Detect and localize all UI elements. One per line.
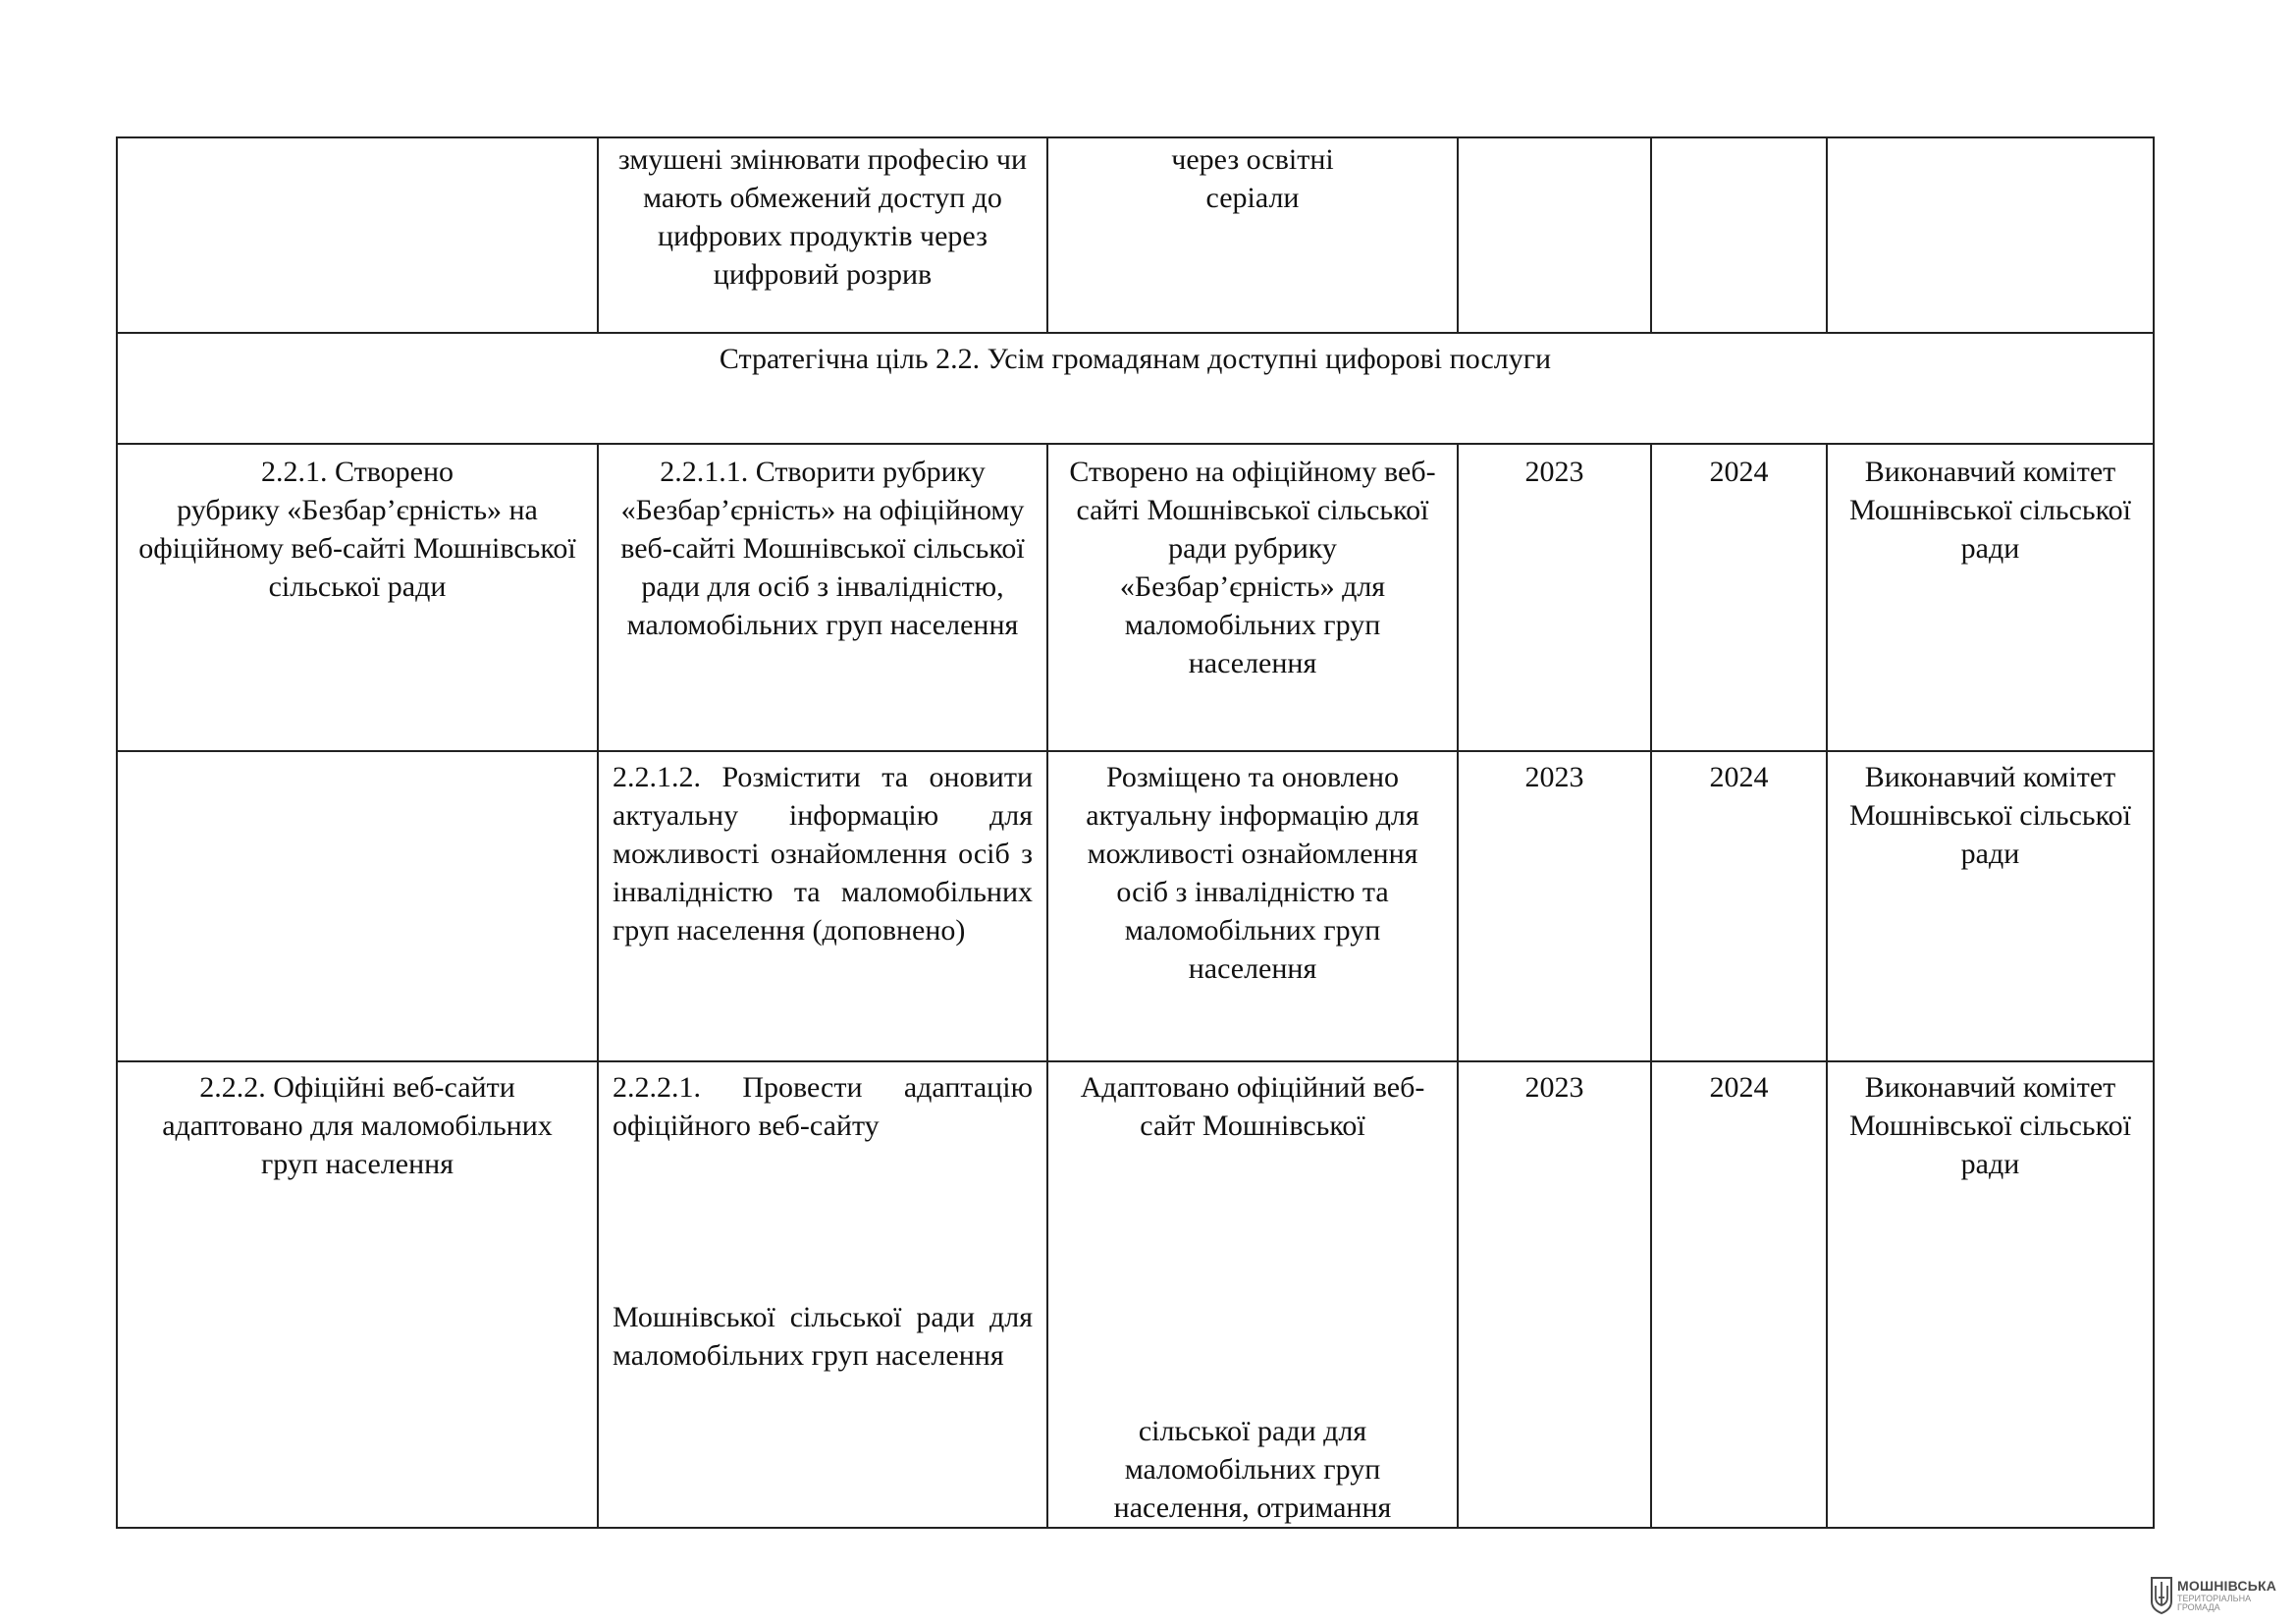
task-text-part2: Мошнівської сільської ради для маломобільних груп населення (613, 1301, 1033, 1372)
executor-text: Виконавчий комітет Мошнівської сільської ради (1849, 1071, 2131, 1180)
goal-heading-row (117, 333, 2154, 444)
executor-cell (1827, 751, 2154, 1061)
executor-cell (1827, 1061, 2154, 1528)
start-year-cell (1458, 751, 1651, 1061)
result-text: Розміщено та оновлено актуальну інформацію для можливості ознайомлення осіб з інвалідністю та маломобільних груп населення (1086, 761, 1419, 985)
logo-text (2177, 1579, 2276, 1612)
objective-text: 2.2.2. Офіційні веб-сайти адаптовано для маломобільних груп населення (162, 1071, 553, 1180)
executor-cell (1827, 444, 2154, 751)
end-year-cell (1651, 137, 1827, 333)
end-year: 2024 (1709, 761, 1769, 793)
community-logo (2150, 1573, 2287, 1618)
end-year-cell (1651, 444, 1827, 751)
table-row (117, 444, 2154, 751)
result-cell (1047, 137, 1458, 333)
objective-cell (117, 137, 598, 333)
result-cell (1047, 751, 1458, 1061)
text-gap (613, 1145, 1033, 1298)
start-year: 2023 (1524, 456, 1584, 488)
action-plan-table (116, 136, 2155, 1529)
task-text: 2.2.1.1. Створити рубрику «Безбар’єрність» на офіційному веб-сайті Мошнівської сільської ради для осіб з інвалідністю, маломобільних груп населення (620, 456, 1025, 641)
end-year: 2024 (1709, 1071, 1769, 1104)
table-row (117, 751, 2154, 1061)
start-year: 2023 (1524, 761, 1584, 793)
start-year-cell (1458, 137, 1651, 333)
result-text-part2: сільської ради для маломобільних груп населення, отримання (1113, 1415, 1392, 1524)
logo-line1: МОШНІВСЬКА (2177, 1578, 2277, 1594)
end-year-cell (1651, 751, 1827, 1061)
objective-cell (117, 751, 598, 1061)
objective-cell (117, 1061, 598, 1528)
task-text: 2.2.1.2. Розмістити та оновити актуальну інформацію для можливості ознайомлення осіб з інвалідністю та маломобільних груп населення (доповнено) (613, 761, 1033, 947)
executor-text: Виконавчий комітет Мошнівської сільської ради (1849, 456, 2131, 565)
task-text-part1: 2.2.2.1. Провести адаптацію офіційного веб-сайту (613, 1071, 1033, 1142)
table-row (117, 1061, 2154, 1528)
end-year-cell (1651, 1061, 1827, 1528)
result-text: Створено на офіційному веб-сайті Мошнівської сільської ради рубрику «Безбар’єрність» для маломобільних груп населення (1069, 456, 1436, 679)
start-year: 2023 (1524, 1071, 1584, 1104)
result-text: через освітні серіали (1171, 143, 1334, 214)
task-cell (598, 137, 1047, 333)
objective-text: 2.2.1. Створено рубрику «Безбар’єрність» на офіційному веб-сайті Мошнівської сільської ради (138, 456, 576, 603)
end-year: 2024 (1709, 456, 1769, 488)
objective-cell (117, 444, 598, 751)
logo-line2: ТЕРИТОРІАЛЬНА (2177, 1594, 2252, 1603)
result-cell (1047, 1061, 1458, 1528)
text-gap (1062, 1145, 1443, 1412)
table-row (117, 137, 2154, 333)
task-cell (598, 751, 1047, 1061)
goal-heading: Стратегічна ціль 2.2. Усім громадянам доступні цифорові послуги (117, 333, 2154, 444)
result-cell (1047, 444, 1458, 751)
logo-line3: ГРОМАДА (2177, 1602, 2220, 1612)
executor-text: Виконавчий комітет Мошнівської сільської ради (1849, 761, 2131, 870)
executor-cell (1827, 137, 2154, 333)
task-cell (598, 1061, 1047, 1528)
result-text-part1: Адаптовано офіційний веб-сайт Мошнівської (1080, 1071, 1425, 1142)
task-cell (598, 444, 1047, 751)
task-text: змушені змінювати професію чи мають обмежений доступ до цифрових продуктів через цифровий розрив (617, 143, 1028, 291)
trident-emblem-icon (2150, 1576, 2173, 1615)
start-year-cell (1458, 444, 1651, 751)
start-year-cell (1458, 1061, 1651, 1528)
